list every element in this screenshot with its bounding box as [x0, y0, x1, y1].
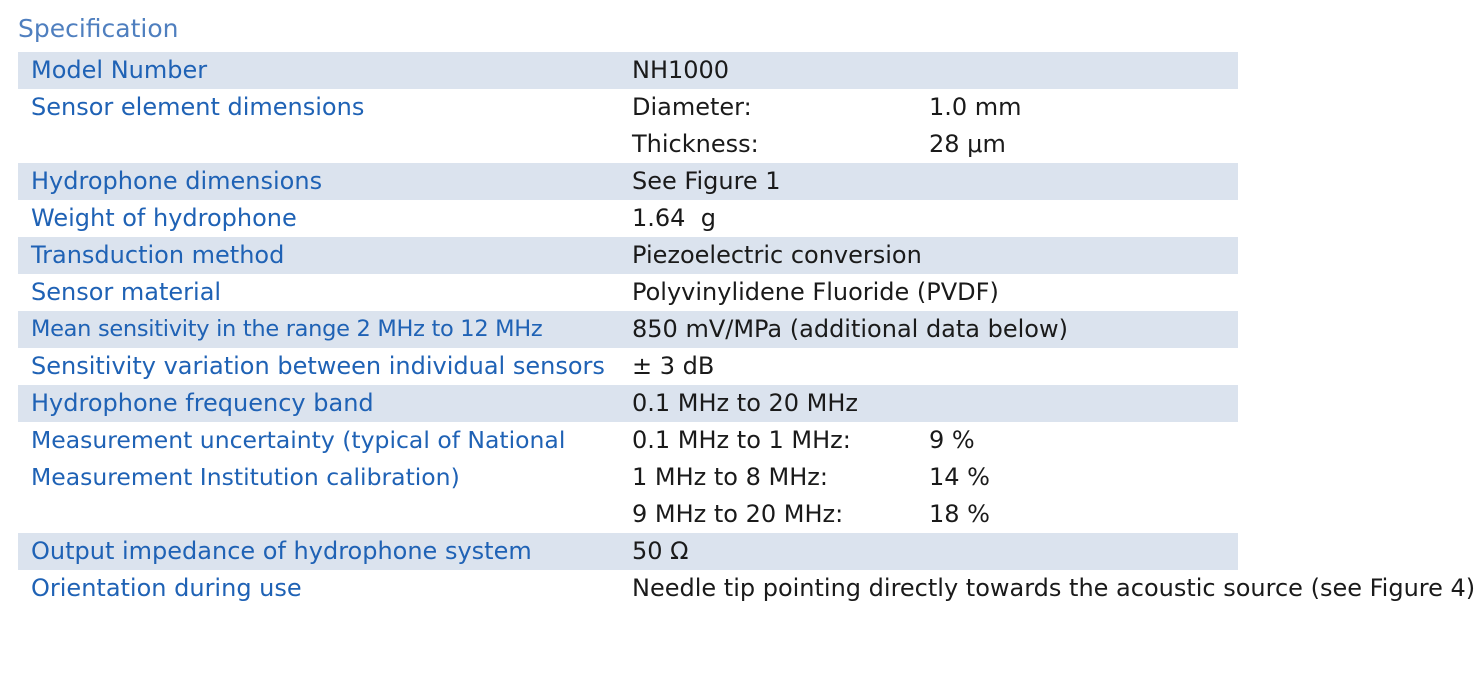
sub-row [632, 422, 1238, 459]
row-value: 50 Ω [624, 533, 1238, 570]
sub-value: 18 % [929, 500, 990, 528]
row-value: Piezoelectric conversion [624, 237, 1238, 274]
row-label: Sensor element dimensions [31, 93, 365, 121]
row-value: Needle tip pointing directly towards the acoustic source (see Figure 4) [632, 574, 1475, 602]
row-value: 1.64 g [632, 204, 716, 232]
row-output-impedance [18, 533, 1238, 570]
row-frequency-band [18, 385, 1238, 422]
row-sensor-material [18, 274, 1238, 311]
row-value: ± 3 dB [632, 352, 715, 380]
row-value: NH1000 [624, 52, 1238, 89]
sub-row [632, 126, 1238, 163]
row-value-group [624, 422, 1238, 533]
sub-value: 14 % [929, 463, 990, 491]
sub-value: 1.0 mm [929, 93, 1022, 121]
row-sensor-element-dimensions [18, 89, 1238, 163]
sub-row [632, 496, 1238, 533]
row-label: Sensitivity variation between individual sensors [31, 352, 605, 380]
row-label: Transduction method [18, 237, 624, 274]
sub-key: 1 MHz to 8 MHz: [632, 463, 828, 491]
row-weight [18, 200, 1238, 237]
row-label: Measurement uncertainty (typical of National Measurement Institution calibration) [31, 426, 566, 491]
row-model-number [18, 52, 1238, 89]
sub-key: 0.1 MHz to 1 MHz: [632, 426, 851, 454]
sub-key: Thickness: [632, 130, 759, 158]
section-heading: Specification [18, 14, 179, 43]
row-label: Output impedance of hydrophone system [18, 533, 624, 570]
row-value: 850 mV/MPa (additional data below) [624, 311, 1238, 348]
row-label: Orientation during use [31, 574, 302, 602]
sub-key: 9 MHz to 20 MHz: [632, 500, 844, 528]
row-value: 0.1 MHz to 20 MHz [624, 385, 1238, 422]
row-label: Hydrophone dimensions [18, 163, 624, 200]
row-hydrophone-dimensions [18, 163, 1238, 200]
sub-value: 28 μm [929, 130, 1006, 158]
row-sensitivity-variation [18, 348, 1238, 385]
sub-row [632, 459, 1238, 496]
row-label: Weight of hydrophone [31, 204, 297, 232]
sub-key: Diameter: [632, 93, 752, 121]
row-label: Sensor material [31, 278, 222, 306]
row-label: Hydrophone frequency band [18, 385, 624, 422]
row-measurement-uncertainty [18, 422, 1238, 533]
specification-table [18, 52, 1475, 607]
row-mean-sensitivity [18, 311, 1238, 348]
row-label: Mean sensitivity in the range 2 MHz to 12 MHz [18, 311, 624, 348]
row-orientation [18, 570, 1238, 607]
row-label: Model Number [18, 52, 624, 89]
sub-row [632, 89, 1238, 126]
row-value: See Figure 1 [624, 163, 1238, 200]
row-value-group [624, 89, 1238, 163]
row-transduction-method [18, 237, 1238, 274]
row-value: Polyvinylidene Fluoride (PVDF) [632, 278, 999, 306]
sub-value: 9 % [929, 426, 975, 454]
